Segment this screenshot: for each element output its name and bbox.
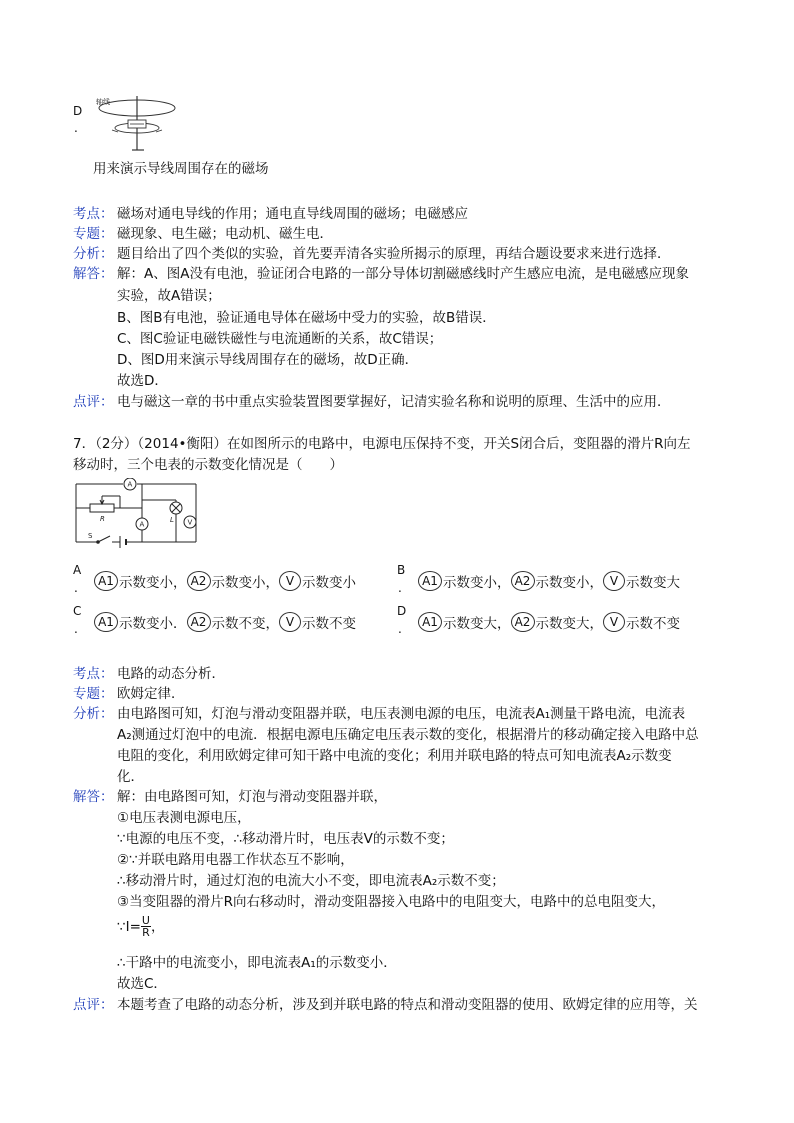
circuit-diagram [72,478,202,550]
jieda-line: C、图C验证电磁铁磁性与电流通断的关系，故C错误； [117,331,443,347]
option-c[interactable] [94,612,356,632]
formula-prefix: ∵I= [117,918,141,935]
jieda-line: ∵电源的电压不变，∴移动滑片时，电压表V的示数不变； [117,831,454,847]
jieda-line: ③当变阻器的滑片R向右移动时，滑动变阻器接入电路中的电阻变大，电路中的总电阻变大， [117,894,665,910]
kaodian-text: 电路的动态分析． [117,666,225,682]
dianping-label: 点评： [73,394,114,410]
kaodian-label: 考点： [73,206,114,222]
option-b-text-3: 示数变大 [626,575,680,591]
fenxi-line: A₂测通过灯泡中的电流．根据电源电压确定电压表示数的变化，根据滑片的移动确定接入电路中总 [117,727,699,743]
formula-numerator: U [141,914,150,927]
ammeter-a1-icon: A1 [418,612,442,632]
dianping-text: 本题考查了电路的动态分析，涉及到并联电路的特点和滑动变阻器的使用、欧姆定律的应用等，关 [117,997,698,1013]
option-a-text-1: 示数变小， [119,575,187,591]
zhuanti-label: 专题： [73,226,114,242]
option-dot: . [74,622,78,636]
circuit-a1-label: A [139,520,145,529]
option-letter-b: B [397,563,406,577]
ohm-law-formula [117,915,164,938]
question-7-stem: 7．（2分）（2014•衡阳）在如图所示的电路中，电源电压保持不变，开关S闭合后，变阻器的滑片R向左 [73,436,691,452]
kaodian-label: 考点： [73,666,114,682]
option-dot: . [398,581,402,595]
ammeter-a1-icon: A1 [94,571,118,591]
option-d-caption: 用来演示导线周围存在的磁场 [93,161,269,177]
fenxi-line: 由电路图可知，灯泡与滑动变阻器并联，电压表测电源的电压，电流表A₁测量干路电流，电流表 [117,706,686,722]
jieda-label: 解答： [73,266,114,282]
jieda-line: ①电压表测电源电压， [117,810,251,826]
option-b[interactable] [418,571,680,591]
circuit-a2-label: A [127,480,133,489]
zhuanti-text: 欧姆定律． [117,686,185,702]
circuit-v-label: V [187,518,193,527]
zhuanti-label: 专题： [73,686,114,702]
circuit-s-label: S [88,532,93,540]
voltmeter-icon: V [279,571,301,591]
fenxi-line: 化． [117,769,144,785]
option-c-text-2: 示数不变， [211,616,279,632]
ammeter-a2-icon: A2 [511,612,535,632]
ammeter-a2-icon: A2 [187,612,211,632]
formula-suffix: ， [150,918,165,935]
option-c-text-1: 示数变小． [119,616,187,632]
figure-axis-label: 轴线 [96,98,110,106]
option-letter-c: C [73,604,82,618]
option-letter-d: D [73,104,83,118]
option-dot: . [74,121,78,135]
jieda-line: 故选C． [117,976,167,992]
option-d-text-1: 示数变大， [443,616,511,632]
jieda-line: 实验，故A错误； [117,288,221,304]
jieda-line: ∴移动滑片时，通过灯泡的电流大小不变，即电流表A₂示数不变； [117,873,505,889]
option-b-text-1: 示数变小， [443,575,511,591]
option-dot: . [74,581,78,595]
circuit-r-label: R [100,515,105,523]
ammeter-a1-icon: A1 [94,612,118,632]
fenxi-text: 题目给出了四个类似的实验，首先要弄清各实验所揭示的原理，再结合题设要求来进行选择． [117,246,671,262]
option-d-text-3: 示数不变 [626,616,680,632]
option-dot: . [398,622,402,636]
jieda-line: 解：由电路图可知，灯泡与滑动变阻器并联， [117,789,387,805]
jieda-line: 解：A、图A没有电池，验证闭合电路的一部分导体切割磁感线时产生感应电流，是电磁感应现象 [117,266,689,282]
voltmeter-icon: V [279,612,301,632]
question-7-stem-cont: 移动时，三个电表的示数变化情况是（ ） [73,457,343,473]
jieda-label: 解答： [73,789,114,805]
jieda-line: 故选D． [117,373,168,389]
option-d-text-2: 示数变大， [535,616,603,632]
option-a[interactable] [94,571,356,591]
jieda-line: ②∵并联电路用电器工作状态互不影响， [117,852,354,868]
zhuanti-text: 磁现象、电生磁；电动机、磁生电． [117,226,333,242]
option-d[interactable] [418,612,680,632]
option-c-text-3: 示数不变 [302,616,356,632]
option-letter-a: A [73,563,82,577]
voltmeter-icon: V [603,612,625,632]
dianping-text: 电与磁这一章的书中重点实验装置图要掌握好，记清实验名称和说明的原理、生活中的应用． [117,394,671,410]
voltmeter-icon: V [603,571,625,591]
ammeter-a1-icon: A1 [418,571,442,591]
magnet-wire-figure [92,94,182,154]
option-a-text-3: 示数变小 [302,575,356,591]
option-letter-d: D [397,604,407,618]
option-a-text-2: 示数变小， [211,575,279,591]
fenxi-label: 分析： [73,246,114,262]
fenxi-label: 分析： [73,706,114,722]
fenxi-line: 电阻的变化，利用欧姆定律可知干路中电流的变化；利用并联电路的特点可知电流表A₂示数变 [117,748,672,764]
option-b-text-2: 示数变小， [535,575,603,591]
formula-fraction [141,915,151,938]
kaodian-text: 磁场对通电导线的作用；通电直导线周围的磁场；电磁感应 [117,206,468,222]
jieda-line: D、图D用来演示导线周围存在的磁场，故D正确． [117,352,419,368]
dianping-label: 点评： [73,997,114,1013]
circuit-l-label: L [170,516,174,524]
jieda-line: ∴干路中的电流变小，即电流表A₁的示数变小． [117,955,397,971]
jieda-line: B、图B有电池，验证通电导体在磁场中受力的实验，故B错误． [117,310,496,326]
formula-denominator: R [142,926,150,939]
ammeter-a2-icon: A2 [511,571,535,591]
ammeter-a2-icon: A2 [187,571,211,591]
